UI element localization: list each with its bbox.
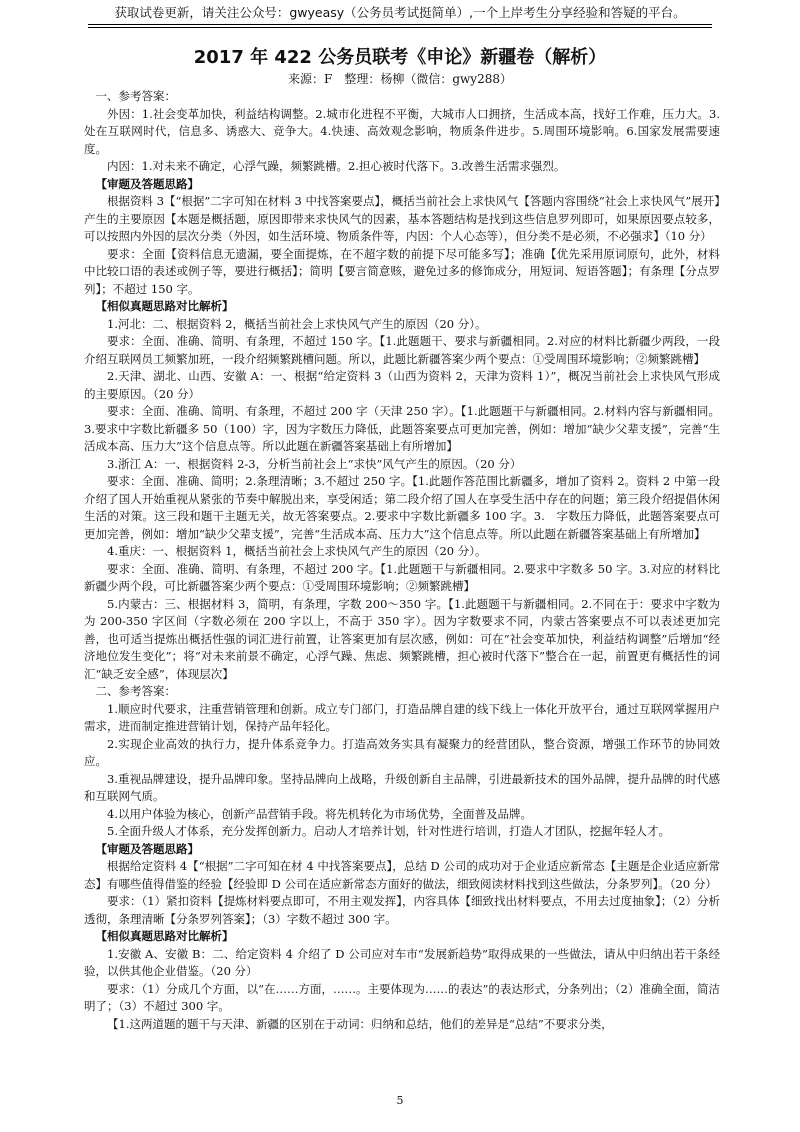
requirements-paragraph: 要求：（1）紧扣资料【提炼材料要点即可，不用主观发挥】，内容具体【细致找出材料要点，不用去过度抽象】；（2）分析透彻，条理清晰【分条罗列答案】；（3）字数不超过 300 字。 — [84, 894, 720, 926]
comparison-paragraph: 要求：全面、准确、简明、有条理，不超过 200 字（天津 250 字）。【1.此题题干与新疆相同。2.材料内容与新疆相同。3.要求中字数比新疆多 50（100）字，因为字数压力降低，此题答案要点可更加完善，例如：增加“缺少父辈支援”，完善“生活成本高、压力大”这个信息点等。所以此题在新疆答案基础上有所增加】 — [84, 404, 720, 453]
document-title: 2017 年 422 公务员联考《申论》新疆卷（解析） — [193, 47, 607, 68]
comparison-paragraph: 3.浙江 A：一、根据资料 2-3，分析当前社会上“求快”风气产生的原因。（20 分） — [107, 456, 522, 471]
page-number: 5 — [396, 1094, 404, 1107]
comparison-paragraph: 1.安徽 A、安徽 B：二、给定资料 4 介绍了 D 公司应对车市“发展新趋势”取得成果的一些做法，请从中归纳出若干条经验，以供其他企业借鉴。（20 分） — [84, 946, 720, 978]
comparison-paragraph: 要求：全面、准确、简明、有条理，不超过 200 字。【1.此题题干与新疆相同。2.要求中字数多 50 字。3.对应的材料比新疆少两个段，可比新疆答案少两个要点：①受周围环境影响；②频繁跳槽】 — [84, 561, 720, 593]
comparison-paragraph: 5.内蒙古：三、根据材料 3，简明，有条理，字数 200～350 字。【1.此题题干与新疆相同。2.不同在于：要求中字数为为 200-350 字区间（字数必须在 200 字以上，不高于 350 字）。因为字数要求不同，内蒙古答案要点不可以表述更加完善，也可适当提炼出概括性强的词汇进行前置，让答案更加有层次感，例如：可在“社会变革加快，利益结构调整”后增加“经济地位发生变化”；将“对未来前景不确定，心浮气躁、焦虑、频繁跳槽，担心被时代落下”整合在一起，前置更有概括性的词汇“缺乏安全感”，体现层次】 — [84, 596, 720, 681]
comparison-paragraph: 4.重庆：一、根据资料 1，概括当前社会上求快风气产生的原因（20 分）。 — [107, 544, 487, 558]
document-source: 来源：F 整理：杨柳（微信：gwy288） — [288, 72, 512, 86]
subheading: 【相似真题思路对比解析】 — [95, 929, 234, 943]
answer-paragraph: 3.重视品牌建设，提升品牌印象。坚持品牌向上战略，升级创新自主品牌，引进最新技术的国外品牌，提升品牌的时代感和互联网气质。 — [84, 771, 720, 803]
banner-divider — [88, 24, 712, 25]
section-heading: 二、参考答案： — [95, 684, 176, 698]
comparison-paragraph: 要求：（1）分成几个方面，以“在……方面，……。主要体现为……的表达”的表达形式，分条列出；（2）准确全面，简洁明了；（3）不超过 300 字。 — [84, 981, 720, 1013]
comparison-paragraph: 【1.这两道题的题干与天津、新疆的区别在于动词：归纳和总结，他们的差异是“总结”不要求分类， — [107, 1016, 613, 1031]
answer-paragraph: 4.以用户体验为核心，创新产品营销手段。将先机转化为市场优势，全面普及品牌。 — [107, 806, 532, 821]
document-body — [84, 88, 720, 1033]
comparison-paragraph: 要求：全面、准确、简明、有条理，不超过 150 字。【1.此题题干、要求与新疆相同。2.对应的材料比新疆少两段，一段介绍互联网员工频繁加班，一段介绍频繁跳槽问题。所以，此题比新疆答案少两个要点：①受周围环境影响；②频繁跳槽】 — [84, 334, 720, 366]
answer-paragraph: 内因：1.对未来不确定，心浮气躁，频繁跳槽。2.担心被时代落下。3.改善生活需求强烈。 — [107, 159, 566, 173]
comparison-paragraph: 2.天津、湖北、山西、安徽 A：一、根据“给定资料 3（山西为资料 2，天津为资料 1）”，概况当前社会上求快风气形成的主要原因。（20 分） — [84, 369, 720, 401]
page-banner: 获取试卷更新，请关注公众号：gwyeasy（公务员考试挺简单）,一个上岸考生分享经验和答疑的平台。 — [114, 5, 686, 20]
banner-divider-double — [88, 27, 712, 28]
requirements-paragraph: 要求：全面【资料信息无遗漏，要全面提炼，在不超字数的前提下尽可能多写】；准确【优先采用原词原句，此外，材料中比较口语的表述或例子等，要进行概括】；简明【要言简意赅，避免过多的修饰成分，用短词、短语答题】；有条理【分点罗列】；不超过 150 字。 — [84, 246, 720, 296]
answer-paragraph: 5.全面升级人才体系，充分发挥创新力。启动人才培养计划，针对性进行培训，打造人才团队，挖掘年轻人才。 — [107, 824, 670, 838]
analysis-paragraph: 根据资料 3【“根据”二字可知在材料 3 中找答案要点】，概括当前社会上求快风气【答题内容围绕“社会上求快风气”展开】产生的主要原因【本题是概括题，原因即带来求快风气的因素，基本答题结构是找到这些信息罗列即可，如果原因要点较多，可以按照内外因的层次分类（外因，如生活环境、物质条件等，内因：个人心态等），但分类不是必须，不必强求】（10 分） — [84, 194, 720, 243]
subheading: 【相似真题思路对比解析】 — [95, 299, 234, 313]
section-heading: 一、参考答案： — [95, 89, 176, 103]
subheading: 【审题及答题思路】 — [95, 176, 199, 191]
answer-paragraph: 外因：1.社会变革加快，利益结构调整。2.城市化进程不平衡，大城市人口拥挤，生活成本高，找好工作难，压力大。3.处在互联网时代，信息多、诱惑大、竞争大。4.快速、高效观念影响，物质条件进步。5.周围环境影响。6.国家发展需要速度。 — [84, 106, 720, 156]
comparison-paragraph: 要求：全面、准确、简明；2.条理清晰；3.不超过 250 字。【1.此题作答范围比新疆多，增加了资料 2。资料 2 中第一段介绍了国人开始重视从紧张的节奏中解脱出来，享受闲适；第二段介绍了国人在享受生活中存在的问题；第三段介绍提倡休闲生活的对策。这三段和题干主题无关，故无答案要点。2.要求中字数比新疆多 100 字。3. 字数压力降低，此题答案要点可更加完善，例如：增加“缺少父辈支援”，完善“生活成本高、压力大”这个信息点等。所以此题在新疆答案基础上有所增加】 — [84, 474, 720, 541]
answer-paragraph: 2.实现企业高效的执行力，提升体系竞争力。打造高效务实具有凝聚力的经营团队，整合资源，增强工作环节的协同效应。 — [84, 736, 720, 768]
comparison-paragraph: 1.河北：二、根据资料 2，概括当前社会上求快风气产生的原因（20 分）。 — [107, 316, 487, 331]
subheading: 【审题及答题思路】 — [95, 841, 199, 856]
analysis-paragraph: 根据给定资料 4【“根据”二字可知在材 4 中找答案要点】，总结 D 公司的成功对于企业适应新常态【主题是企业适应新常态】有哪些值得借鉴的经验【经验即 D 公司在适应新常态方面好的做法，细致阅读材料找到这些做法，分条罗列】。（20 分） — [84, 859, 720, 891]
answer-paragraph: 1.顺应时代要求，注重营销管理和创新。成立专门部门，打造品牌自建的线下线上一体化开放平台，通过互联网掌握用户需求，进而制定推进营销计划，保持产品年轻化。 — [84, 701, 720, 733]
